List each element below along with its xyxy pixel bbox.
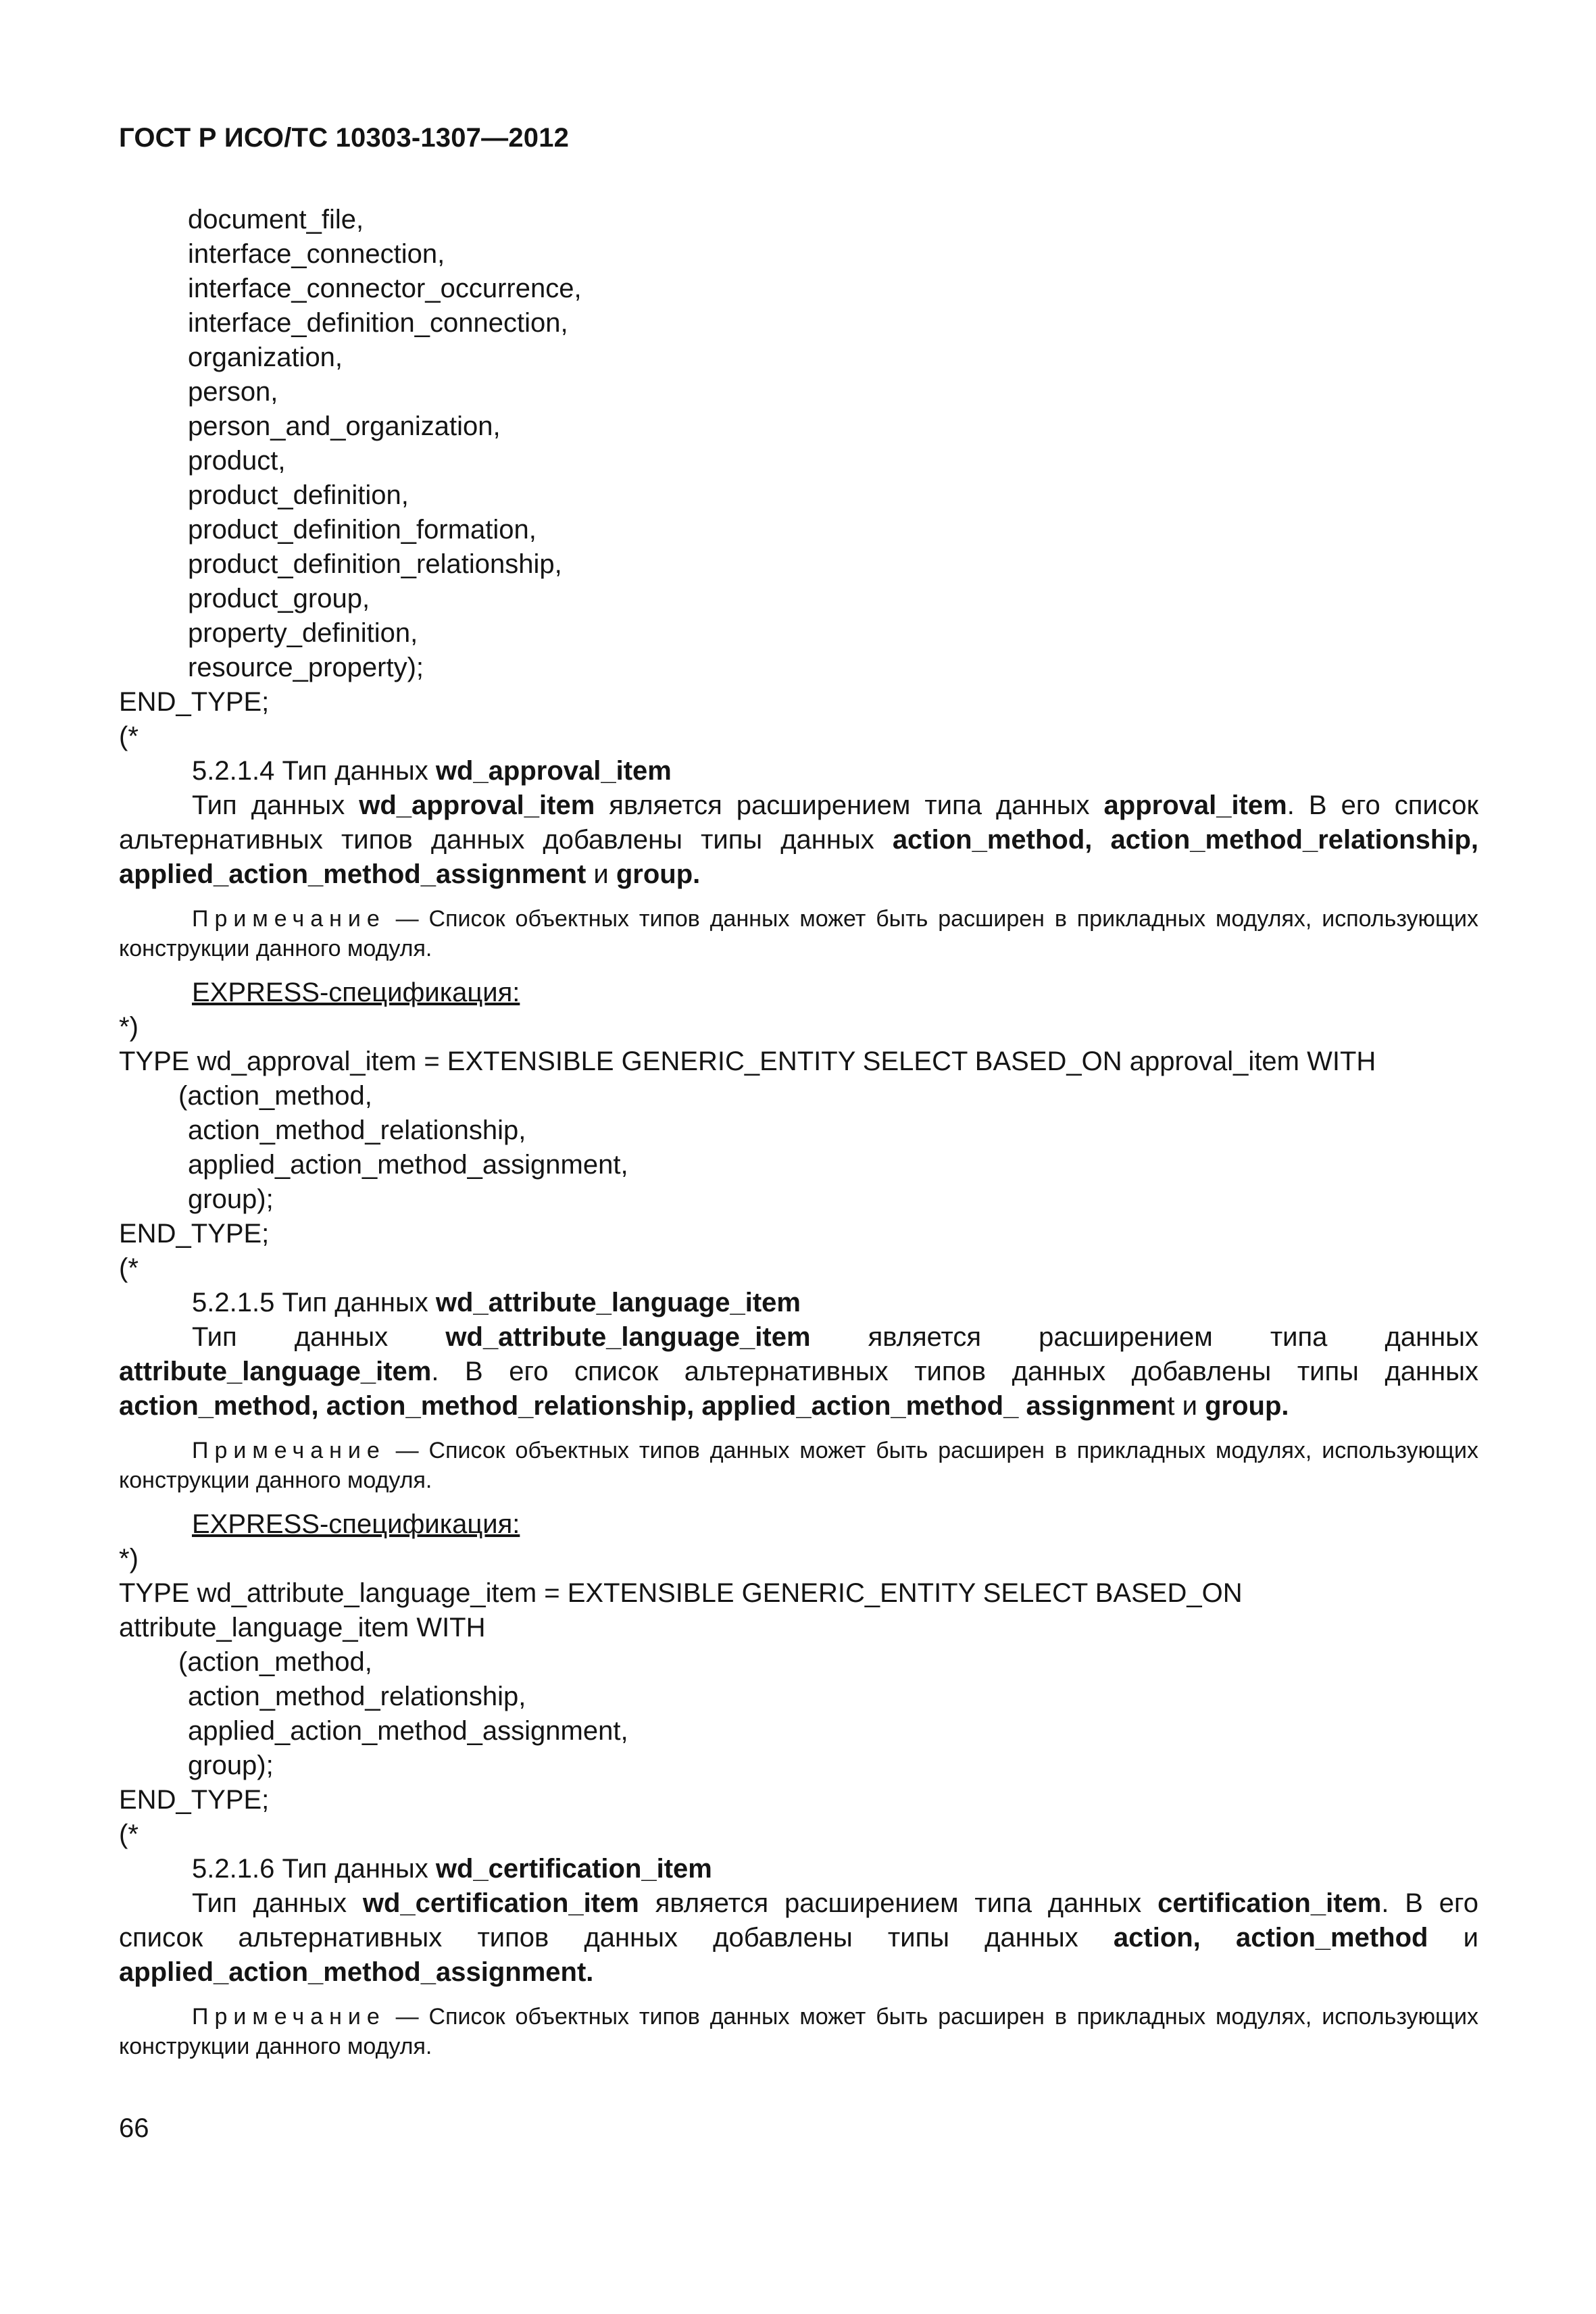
list-item: resource_property); [188, 653, 424, 682]
comment-open: (* [119, 1819, 139, 1849]
list-item: interface_connection, [188, 239, 445, 269]
list-item: group); [188, 1751, 274, 1780]
comment-open: (* [119, 722, 139, 751]
section-paragraph: Тип данных wd_attribute_language_item является расширением типа данных attribute_language_item. В его список альтернативных типов данных добавлены типы данных action_method, action_method_relationship, applied_action_method_ assignment и group. [119, 1322, 1479, 1421]
type-declaration: TYPE wd_attribute_language_item = EXTENSIBLE GENERIC_ENTITY SELECT BASED_ON [119, 1578, 1243, 1608]
list-item: product_definition_formation, [188, 515, 537, 545]
section-paragraph: Тип данных wd_approval_item является расширением типа данных approval_item. В его список альтернативных типов данных добавлены типы данных action_method, action_method_relationship, applied_action_method_assignment и group. [119, 790, 1479, 889]
list-item: product_definition, [188, 480, 409, 510]
list-item: person, [188, 377, 278, 407]
list-item: group); [188, 1184, 274, 1214]
section-heading-5-2-1-6: 5.2.1.6 Тип данных wd_certification_item [192, 1854, 712, 1884]
list-item: action_method_relationship, [188, 1115, 526, 1145]
section-heading-5-2-1-4: 5.2.1.4 Тип данных wd_approval_item [192, 756, 672, 786]
type-list [119, 203, 1478, 685]
note: Примечание — Список объектных типов данных может быть расширен в прикладных модулях, использующих конструкции данного модуля. [119, 1438, 1478, 1493]
end-type: END_TYPE; [119, 687, 270, 717]
section-heading-5-2-1-5: 5.2.1.5 Тип данных wd_attribute_language_item [192, 1288, 801, 1317]
list-item: document_file, [188, 205, 364, 234]
list-item: interface_definition_connection, [188, 308, 568, 338]
list-item: (action_method, [178, 1647, 372, 1677]
note: Примечание — Список объектных типов данных может быть расширен в прикладных модулях, использующих конструкции данного модуля. [119, 2004, 1478, 2059]
comment-close: *) [119, 1012, 139, 1042]
list-item: product, [188, 446, 286, 476]
document-header: ГОСТ Р ИСО/ТС 10303-1307—2012 [119, 123, 570, 153]
comment-open: (* [119, 1253, 139, 1283]
list-item: product_definition_relationship, [188, 549, 562, 579]
page-content [119, 203, 1478, 2073]
list-item: property_definition, [188, 618, 418, 648]
list-item: action_method_relationship, [188, 1682, 526, 1711]
express-spec-label: EXPRESS-спецификация: [192, 978, 520, 1007]
comment-close: *) [119, 1544, 139, 1574]
list-item: organization, [188, 343, 343, 372]
end-type: END_TYPE; [119, 1785, 270, 1815]
end-type: END_TYPE; [119, 1219, 270, 1249]
express-spec-label: EXPRESS-спецификация: [192, 1509, 520, 1539]
type-declaration: TYPE wd_approval_item = EXTENSIBLE GENERIC_ENTITY SELECT BASED_ON approval_item WITH [119, 1047, 1376, 1076]
note: Примечание — Список объектных типов данных может быть расширен в прикладных модулях, использующих конструкции данного модуля. [119, 906, 1478, 961]
section-paragraph: Тип данных wd_certification_item является расширением типа данных certification_item. В его список альтернативных типов данных добавлены типы данных action, action_method и applied_action_method_assignment. [119, 1888, 1479, 1987]
list-item: applied_action_method_assignment, [188, 1716, 628, 1746]
list-item: interface_connector_occurrence, [188, 274, 582, 303]
list-item: person_and_organization, [188, 411, 501, 441]
list-item: (action_method, [178, 1081, 372, 1111]
list-item: product_group, [188, 584, 370, 613]
list-item: applied_action_method_assignment, [188, 1150, 628, 1180]
type-declaration-cont: attribute_language_item WITH [119, 1613, 486, 1642]
page-number: 66 [119, 2113, 149, 2143]
